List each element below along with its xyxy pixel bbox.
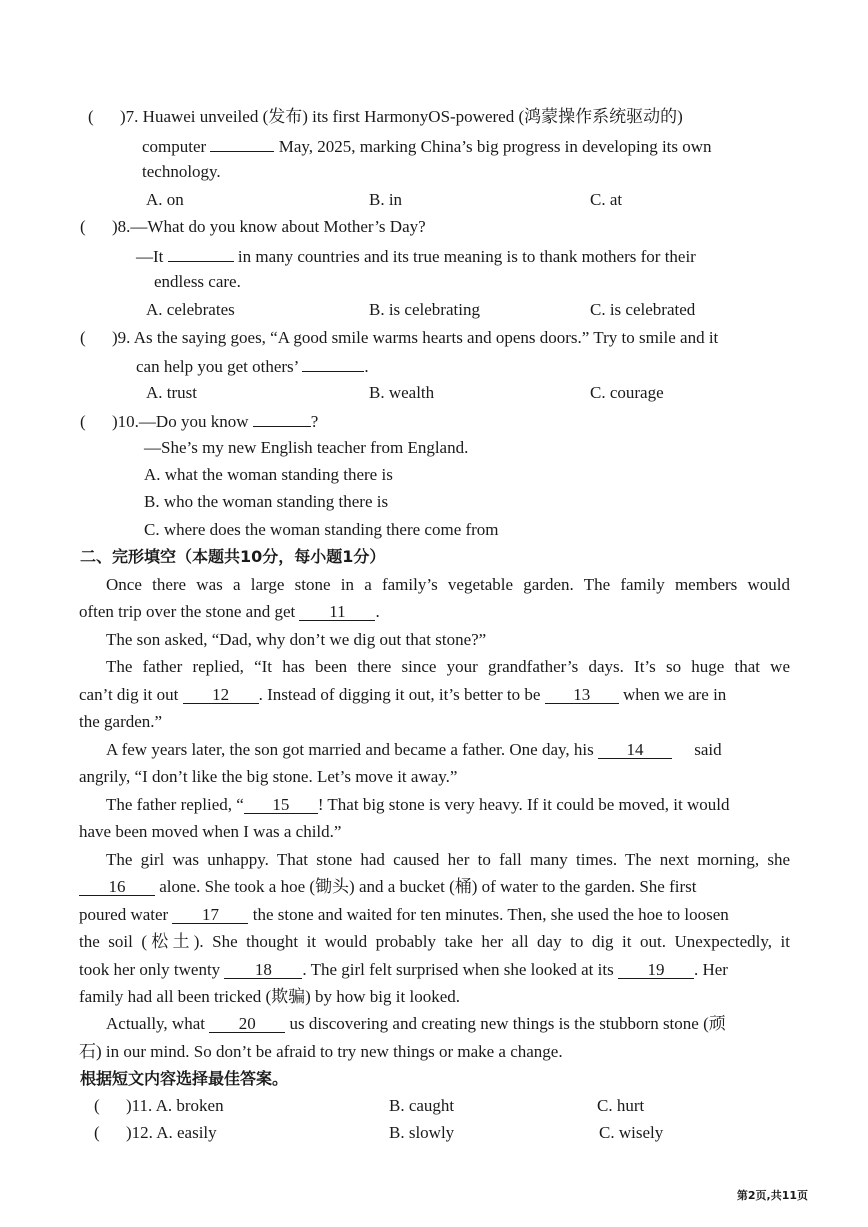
answer-paren: ( xyxy=(94,1096,100,1115)
question-9-line2: can help you get others’ . xyxy=(136,354,369,378)
blank-18: 18 xyxy=(224,961,302,979)
question-10-stem: )10.—Do you know xyxy=(112,412,249,431)
option-b: B. caught xyxy=(389,1096,455,1115)
blank-13: 13 xyxy=(545,686,619,704)
question-8-line3: endless care. xyxy=(154,272,241,291)
passage-line: poured water 17 the stone and waited for ten minutes. Then, she used the hoe to loosen xyxy=(79,905,729,924)
answer-blank xyxy=(253,409,311,427)
option-a: A. what the woman standing there is xyxy=(144,465,393,484)
option-c: C. is celebrated xyxy=(590,300,696,319)
answer-paren: ( xyxy=(94,1123,100,1142)
answer-blank xyxy=(210,134,274,152)
blank-17: 17 xyxy=(172,906,248,924)
passage-line: The father replied, “ 15 ! That big stone is very heavy. If it could be moved, it would xyxy=(106,795,730,814)
passage-line: angrily, “I don’t like the big stone. Let’s move it away.” xyxy=(79,767,458,786)
question-10-line2: —She’s my new English teacher from England. xyxy=(144,438,469,457)
question-7-line3: technology. xyxy=(142,162,221,181)
passage-line: the garden.” xyxy=(79,712,163,731)
question-7-stem: )7. Huawei unveiled (发布) its first HarmonyOS-powered (鸿蒙操作系统驱动的) xyxy=(120,107,683,126)
option-b: B. in xyxy=(369,190,403,209)
question-11: ( )11. A. broken xyxy=(94,1096,224,1115)
blank-20: 20 xyxy=(209,1015,285,1033)
option-b: B. is celebrating xyxy=(369,300,480,319)
option-b: B. who the woman standing there is xyxy=(144,492,389,511)
answer-blank xyxy=(168,244,234,262)
passage-line: have been moved when I was a child.” xyxy=(79,822,342,841)
page-number: 第2页,共11页 xyxy=(736,1189,808,1202)
blank-11: 11 xyxy=(299,603,375,621)
blank-19: 19 xyxy=(618,961,694,979)
passage-line: took her only twenty 18 . The girl felt surprised when she looked at its 19 . Her xyxy=(79,960,728,979)
section-heading: 二、完形填空（本题共10分，每小题1分） xyxy=(80,547,386,566)
passage-line: Once there was a large stone in a family’s vegetable garden. The family members would xyxy=(106,575,790,594)
passage-line: the soil (松土). She thought it would probably take her all day to dig it out. Unexpectedly, it xyxy=(79,932,790,951)
blank-14: 14 xyxy=(598,741,672,759)
blank-15: 15 xyxy=(244,796,318,814)
instruction-text: 根据短文内容选择最佳答案。 xyxy=(80,1069,289,1088)
answer-paren: ( xyxy=(80,217,86,236)
passage-line: 石) in our mind. So don’t be afraid to try new things or make a change. xyxy=(79,1042,563,1061)
question-7 xyxy=(88,106,683,128)
passage-line: A few years later, the son got married and became a father. One day, his 14 said xyxy=(106,740,722,759)
blank-12: 12 xyxy=(183,686,259,704)
answer-paren: ( xyxy=(80,328,86,347)
passage-line: 16 alone. She took a hoe (锄头) and a bucket (桶) of water to the garden. She first xyxy=(79,876,696,898)
option-c: C. where does the woman standing there come from xyxy=(144,520,499,539)
option-a: A. trust xyxy=(146,383,197,402)
option-c: C. hurt xyxy=(597,1096,645,1115)
passage-line: Actually, what 20 us discovering and creating new things is the stubborn stone (顽 xyxy=(106,1014,726,1033)
passage-line: family had all been tricked (欺骗) by how big it looked. xyxy=(79,987,460,1006)
question-10: ( )10.—Do you know ? xyxy=(80,409,318,433)
answer-paren: ( xyxy=(88,107,94,126)
option-c: C. wisely xyxy=(599,1123,664,1142)
passage-line: The son asked, “Dad, why don’t we dig out that stone?” xyxy=(106,630,487,649)
answer-blank xyxy=(302,354,364,372)
question-12: ( )12. A. easily xyxy=(94,1123,217,1142)
passage-line: The father replied, “It has been there since your grandfather’s days. It’s so huge that we xyxy=(106,657,790,676)
question-8 xyxy=(80,216,426,238)
blank-16: 16 xyxy=(79,878,155,896)
question-9-stem: )9. As the saying goes, “A good smile warms hearts and opens doors.” Try to smile and it xyxy=(112,328,719,347)
option-a: A. on xyxy=(146,190,184,209)
question-8-stem: )8.—What do you know about Mother’s Day? xyxy=(112,217,426,236)
passage-line: often trip over the stone and get 11 . xyxy=(79,602,380,621)
option-b: B. wealth xyxy=(369,383,435,402)
option-c: C. at xyxy=(590,190,623,209)
passage-line: The girl was unhappy. That stone had caused her to fall many times. The next morning, she xyxy=(106,850,790,869)
option-b: B. slowly xyxy=(389,1123,455,1142)
question-8-line2: —It in many countries and its true meaning is to thank mothers for their xyxy=(136,244,696,268)
question-7-line2: computer May, 2025, marking China’s big progress in developing its own xyxy=(142,134,712,158)
question-9 xyxy=(80,327,718,349)
option-c: C. courage xyxy=(590,383,664,402)
passage-line: can’t dig it out 12 . Instead of digging it out, it’s better to be 13 when we are in xyxy=(79,685,727,704)
option-a: A. celebrates xyxy=(146,300,235,319)
answer-paren: ( xyxy=(80,412,86,431)
